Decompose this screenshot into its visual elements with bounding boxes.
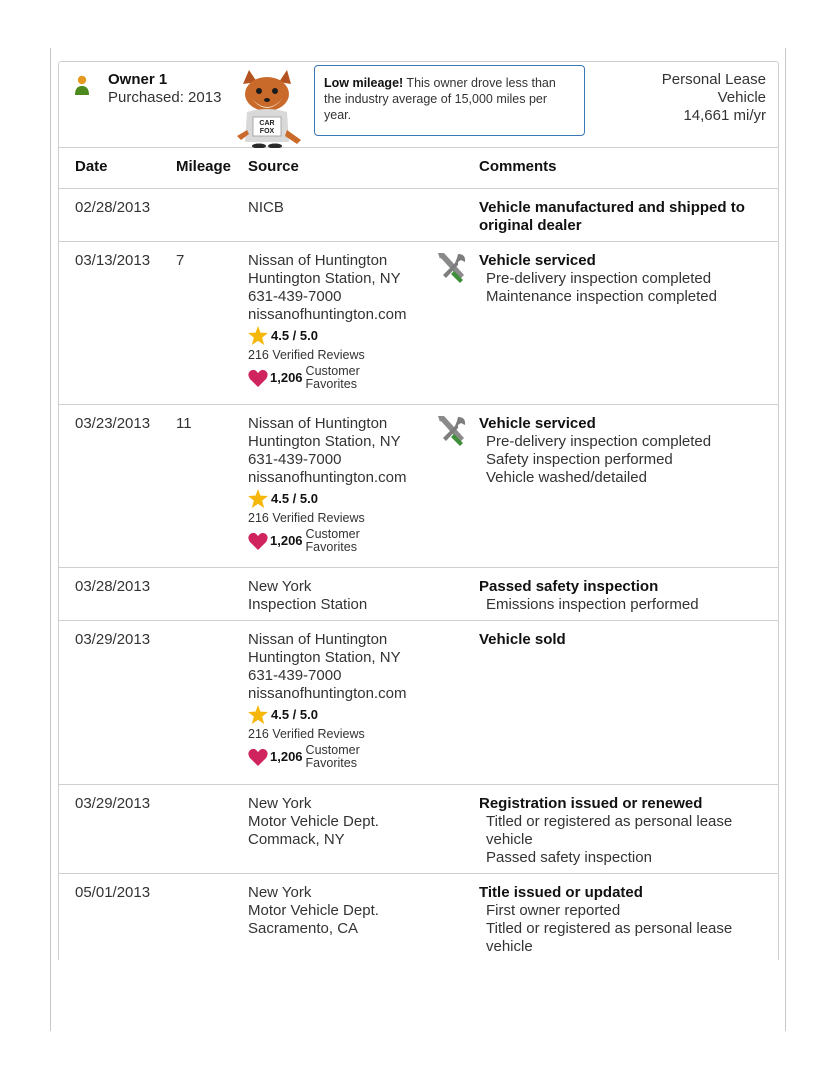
owner-title: Owner 1	[108, 71, 168, 88]
comment-item: Passed safety inspection	[486, 849, 652, 866]
row-date: 03/29/2013	[75, 631, 151, 648]
row-comments	[479, 578, 769, 614]
vehicle-type-line1: Personal Lease	[661, 71, 766, 88]
customer-favorites	[248, 365, 438, 391]
dealer-website-link[interactable]: nissanofhuntington.com	[248, 469, 407, 486]
table-header	[59, 148, 778, 189]
comment-title: Vehicle manufactured and shipped to original dealer	[479, 199, 745, 234]
row-comments	[479, 252, 769, 306]
source-line: Commack, NY	[248, 831, 345, 848]
row-mileage: 7	[176, 252, 185, 269]
svg-text:FOX: FOX	[259, 128, 275, 135]
header-source: Source	[248, 158, 299, 175]
row-comments	[479, 795, 769, 867]
favorites-label: Favorites	[305, 756, 357, 770]
owner-header	[59, 62, 778, 148]
favorites-count: 1,206	[270, 533, 303, 548]
source-line: New York	[248, 795, 312, 812]
comment-item: Titled or registered as personal lease vehicle	[486, 920, 733, 955]
row-date: 05/01/2013	[75, 884, 151, 901]
favorites-label: Customer	[305, 527, 360, 541]
carfox-mascot-icon	[229, 70, 305, 148]
comment-title: Vehicle serviced	[479, 252, 596, 269]
customer-favorites	[248, 744, 438, 770]
rating-value: 4.5 / 5.0	[271, 490, 318, 506]
dealer-phone[interactable]: 631-439-7000	[248, 288, 342, 305]
dealer-name-link[interactable]: Nissan of Huntington	[248, 631, 388, 648]
comment-title: Vehicle serviced	[479, 415, 596, 432]
comment-item: Titled or registered as personal lease vehicle	[486, 813, 733, 848]
verified-reviews[interactable]: 216 Verified Reviews	[248, 511, 365, 525]
row-comments	[479, 631, 769, 649]
comment-title: Vehicle sold	[479, 631, 566, 648]
row-comments	[479, 415, 769, 487]
row-source	[248, 199, 438, 217]
table-row	[59, 242, 778, 405]
svg-text:CAR: CAR	[259, 120, 275, 127]
dealer-phone[interactable]: 631-439-7000	[248, 667, 342, 684]
comment-item: First owner reported	[486, 902, 621, 919]
table-row	[59, 621, 778, 785]
favorites-count: 1,206	[270, 749, 303, 764]
owner-person-icon	[75, 74, 89, 96]
star-icon	[248, 705, 268, 724]
heart-icon	[248, 369, 268, 387]
comment-title: Registration issued or renewed	[479, 795, 703, 812]
row-source	[248, 795, 438, 849]
verified-reviews[interactable]: 216 Verified Reviews	[248, 348, 365, 362]
callout-text: This owner drove less than the industry average of 15,000 miles per year.	[324, 76, 556, 122]
comment-item: Safety inspection performed	[486, 451, 673, 468]
row-date: 02/28/2013	[75, 199, 151, 216]
star-icon	[248, 326, 268, 345]
row-date: 03/28/2013	[75, 578, 151, 595]
row-comments	[479, 884, 769, 956]
source-line: Sacramento, CA	[248, 920, 359, 937]
dealer-location: Huntington Station, NY	[248, 270, 401, 287]
comment-item: Pre-delivery inspection completed	[486, 433, 712, 450]
comment-item: Pre-delivery inspection completed	[486, 270, 712, 287]
table-row	[59, 568, 778, 621]
row-date: 03/13/2013	[75, 252, 151, 269]
dealer-website-link[interactable]: nissanofhuntington.com	[248, 685, 407, 702]
purchase-year: Purchased: 2013	[108, 89, 222, 106]
dealer-name-link[interactable]: Nissan of Huntington	[248, 415, 388, 432]
row-source	[248, 415, 438, 554]
source-line: New York	[248, 884, 312, 901]
comment-item: Emissions inspection performed	[486, 596, 699, 613]
source-line: New York	[248, 578, 312, 595]
heart-icon	[248, 748, 268, 766]
owner-history-card	[58, 61, 779, 960]
favorites-label: Favorites	[305, 377, 357, 391]
rating-value: 4.5 / 5.0	[271, 327, 318, 343]
callout-heading: Low mileage!	[324, 76, 404, 90]
vehicle-type-line2: Vehicle	[717, 89, 766, 106]
favorites-label: Customer	[305, 743, 360, 757]
row-source	[248, 252, 438, 391]
service-tools-icon	[436, 414, 468, 448]
row-date: 03/23/2013	[75, 415, 151, 432]
table-row	[59, 785, 778, 874]
service-tools-icon	[436, 251, 468, 285]
header-date: Date	[75, 158, 108, 175]
header-comments: Comments	[479, 158, 557, 175]
low-mileage-callout	[314, 65, 585, 136]
row-source	[248, 884, 438, 938]
dealer-rating[interactable]	[248, 489, 438, 508]
dealer-rating[interactable]	[248, 705, 438, 724]
comment-item: Vehicle washed/detailed	[486, 469, 647, 486]
table-row	[59, 189, 778, 242]
dealer-rating[interactable]	[248, 326, 438, 345]
favorites-count: 1,206	[270, 370, 303, 385]
row-comments	[479, 199, 769, 235]
source-line: Inspection Station	[248, 596, 368, 613]
source-line: Motor Vehicle Dept.	[248, 813, 379, 830]
heart-icon	[248, 532, 268, 550]
verified-reviews[interactable]: 216 Verified Reviews	[248, 727, 365, 741]
dealer-website-link[interactable]: nissanofhuntington.com	[248, 306, 407, 323]
comment-item: Maintenance inspection completed	[486, 288, 717, 305]
table-row	[59, 874, 778, 960]
customer-favorites	[248, 528, 438, 554]
rating-value: 4.5 / 5.0	[271, 706, 318, 722]
favorites-label: Customer	[305, 364, 360, 378]
dealer-location: Huntington Station, NY	[248, 433, 401, 450]
dealer-name-link[interactable]: Nissan of Huntington	[248, 252, 388, 269]
star-icon	[248, 489, 268, 508]
comment-title: Passed safety inspection	[479, 578, 659, 595]
row-source	[248, 631, 438, 770]
favorites-label: Favorites	[305, 540, 357, 554]
row-mileage: 11	[176, 415, 192, 432]
row-source	[248, 578, 438, 614]
source-line: NICB	[248, 199, 284, 216]
row-date: 03/29/2013	[75, 795, 151, 812]
comment-title: Title issued or updated	[479, 884, 643, 901]
source-line: Motor Vehicle Dept.	[248, 902, 379, 919]
dealer-phone[interactable]: 631-439-7000	[248, 451, 342, 468]
owner-usage-summary	[662, 71, 766, 125]
dealer-location: Huntington Station, NY	[248, 649, 401, 666]
table-row	[59, 405, 778, 568]
mileage-per-year: 14,661 mi/yr	[683, 107, 766, 124]
header-mileage: Mileage	[176, 158, 232, 175]
